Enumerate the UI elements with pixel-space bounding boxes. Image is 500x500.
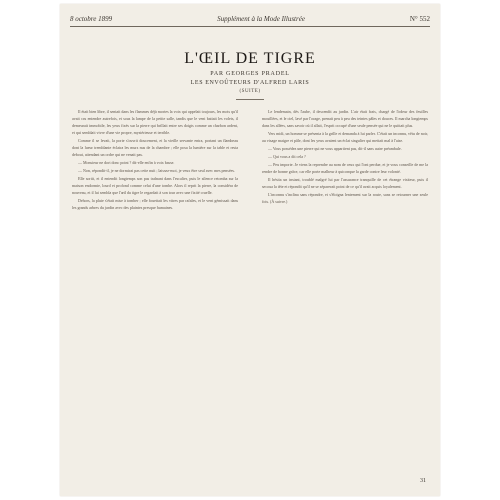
page-header	[70, 11, 430, 27]
title-ornament-rule	[236, 99, 264, 100]
page-folio: 31	[420, 478, 426, 484]
issue-date: 8 octobre 1899	[70, 15, 113, 23]
paragraph: Le lendemain, dès l'aube, il descendit au jardin. L'air était frais, chargé de l'odeur des feuilles mouillées, et le ciel, lavé par l'orage, prenait peu à peu des teintes pâles et douces. Il marcha longtemps dans les allées, sans savoir où il allait, l'esprit occupé d'une seule pensée qui ne le quittait plus.	[262, 109, 428, 128]
column-gutter	[249, 108, 250, 478]
text-column-left	[72, 108, 238, 478]
paragraph: — Peu importe. Je viens la reprendre au nom de ceux qui l'ont perdue, et je vous conseille de me la rendre de bonne grâce, car elle porte malheur à quiconque la garde contre leur volonté.	[262, 162, 428, 174]
paragraph: — Monsieur ne dort donc point ? dit-elle enfin à voix basse.	[78, 160, 175, 165]
paragraph: — Non, répondit-il, je ne dormirai pas cette nuit ; laissez-moi, je veux être seul avec mes pensées.	[78, 168, 235, 173]
supplement-label: Supplément à la Mode Illustrée	[217, 15, 305, 23]
paragraph: Elle sortit, et il entendit longtemps son pas traînant dans l'escalier, puis le silence retomba sur la maison endormie, lourd et profond comme celui d'une tombe. Alors il reprit la pierre, la considéra de nouveau, et il lui sembla que l'œil du tigre le regardait à son tour avec une fixité cruelle.	[72, 176, 238, 195]
paragraph: — Qui vous a dit cela ?	[268, 154, 306, 159]
article-subtitle: LES ENVOÛTEURS D'ALFRED LARIS	[190, 80, 310, 86]
paragraph: Il hésita un instant, troublé malgré lui par l'assurance tranquille de cet étrange visiteur, puis il secoua la tête et répondit qu'il ne se séparerait point de ce qu'il avait acquis loyalement.	[262, 177, 428, 189]
paragraph: Dehors, la pluie s'était mise à tomber ; elle fouettait les vitres par rafales, et le vent gémissait dans les grands arbres du jardin avec des plaintes presque humaines.	[72, 198, 238, 210]
paragraph: Il était bien libre, il sentait dans les flammes déjà mortes la voix qui appelait toujours, les mots qu'il avait cru entendre autrefois, et sous la lampe de la petite salle, tandis que le vent battait les volets, il demeurait immobile, les yeux fixés sur la pierre qui brillait entre ses doigts comme un charbon ardent, et qui semblait vivre d'une vie propre, mystérieuse et terrible.	[72, 109, 238, 135]
article-title: L'ŒIL DE TIGRE	[184, 50, 316, 67]
paragraph: — Vous possédez une pierre qui ne vous appartient pas, dit-il sans autre préambule.	[268, 146, 402, 151]
paragraph: Vers midi, un homme se présenta à la grille et demanda à lui parler. C'était un inconnu, vêtu de noir, au visage maigre et pâle, dont les yeux avaient un éclat singulier qui mettait mal à l'aise.	[262, 131, 428, 143]
header-rule	[70, 26, 430, 27]
paragraph: Comme il se levait, la porte s'ouvrit doucement, et la vieille servante entra, portant un flambeau dont la lueur tremblante éclaira les murs nus de la chambre ; elle posa la lumière sur la table et resta debout, attendant un ordre qui ne venait pas.	[72, 138, 238, 157]
magazine-page	[60, 4, 440, 496]
paragraph: L'inconnu s'inclina sans répondre, et s'éloigna lentement sur la route, sans se retourner une seule fois. (À suivre.)	[262, 192, 428, 204]
article-suite: (SUITE)	[239, 89, 261, 94]
article-byline: PAR GEORGES PRADEL	[210, 71, 290, 77]
issue-number: N° 552	[409, 15, 430, 23]
text-column-right	[262, 108, 428, 478]
